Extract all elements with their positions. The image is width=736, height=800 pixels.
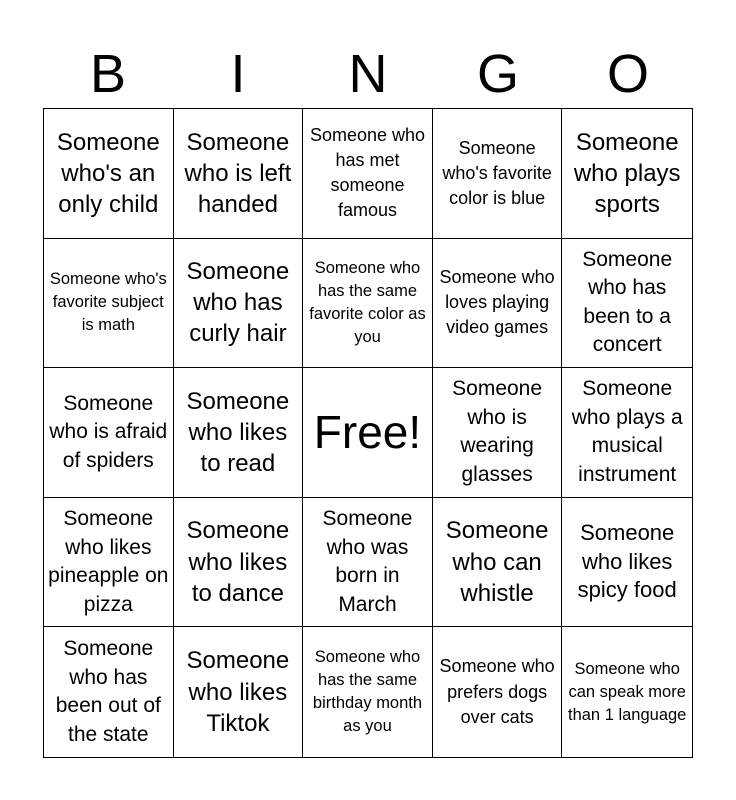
bingo-cell[interactable] (174, 109, 304, 239)
bingo-cell[interactable] (562, 627, 692, 757)
cell-text: Someone who can whistle (445, 517, 549, 607)
cell-text: Someone who loves playing video games (439, 267, 555, 338)
bingo-header (43, 40, 693, 108)
bingo-cell[interactable] (174, 627, 304, 757)
cell-text: Someone who has the same birthday month as you (312, 648, 423, 736)
bingo-cell[interactable] (562, 368, 692, 498)
bingo-board (43, 108, 693, 758)
bingo-cell[interactable] (433, 368, 563, 498)
cell-text: Someone who is afraid of spiders (49, 391, 168, 472)
cell-text: Someone who's favorite subject is math (49, 270, 167, 335)
bingo-cell[interactable] (44, 239, 174, 369)
cell-text: Someone who has curly hair (186, 258, 290, 348)
bingo-cell[interactable] (44, 627, 174, 757)
bingo-cell[interactable] (303, 498, 433, 628)
bingo-cell[interactable] (174, 239, 304, 369)
cell-text: Someone who likes Tiktok (186, 647, 290, 737)
bingo-cell[interactable] (174, 368, 304, 498)
cell-text: Someone who is wearing glasses (452, 377, 543, 487)
cell-text: Someone who prefers dogs over cats (439, 656, 555, 727)
cell-text: Someone who likes to dance (186, 517, 290, 607)
bingo-cell[interactable] (303, 109, 433, 239)
free-space-text: Free! (313, 406, 422, 459)
cell-text: Someone who likes to read (186, 387, 290, 478)
cell-text: Someone who plays sports (573, 128, 681, 218)
cell-text: Someone who has met someone famous (309, 124, 426, 221)
cell-text: Someone who has the same favorite color as you (309, 258, 426, 346)
bingo-cell[interactable] (433, 498, 563, 628)
bingo-cell[interactable] (433, 239, 563, 369)
cell-text: Someone who's favorite color is blue (442, 137, 552, 208)
cell-text: Someone who was born in March (322, 507, 413, 616)
cell-text: Someone who likes spicy food (577, 520, 677, 603)
cell-text: Someone who plays a musical instrument (571, 377, 683, 487)
bingo-cell[interactable] (174, 498, 304, 628)
header-letter-o: O (606, 44, 649, 104)
free-space[interactable] (303, 368, 433, 498)
bingo-cell[interactable] (562, 498, 692, 628)
bingo-cell[interactable] (562, 109, 692, 239)
cell-text: Someone who has been out of the state (55, 637, 161, 746)
bingo-cell[interactable] (562, 239, 692, 369)
bingo-cell[interactable] (44, 109, 174, 239)
bingo-cell[interactable] (433, 109, 563, 239)
cell-text: Someone who can speak more than 1 language (568, 659, 687, 724)
cell-text: Someone who has been to a concert (582, 247, 673, 357)
cell-text: Someone who is left handed (184, 128, 292, 218)
bingo-cell[interactable] (303, 239, 433, 369)
bingo-cell[interactable] (433, 627, 563, 757)
bingo-cell[interactable] (44, 498, 174, 628)
bingo-cell[interactable] (303, 627, 433, 757)
header-letter-n: N (348, 44, 388, 104)
header-letter-b: B (89, 44, 127, 104)
bingo-cell[interactable] (44, 368, 174, 498)
header-letter-g: G (476, 44, 519, 104)
cell-text: Someone who's an only child (56, 128, 160, 218)
header-letter-i: I (230, 44, 246, 104)
cell-text: Someone who likes pineapple on pizza (48, 507, 169, 616)
